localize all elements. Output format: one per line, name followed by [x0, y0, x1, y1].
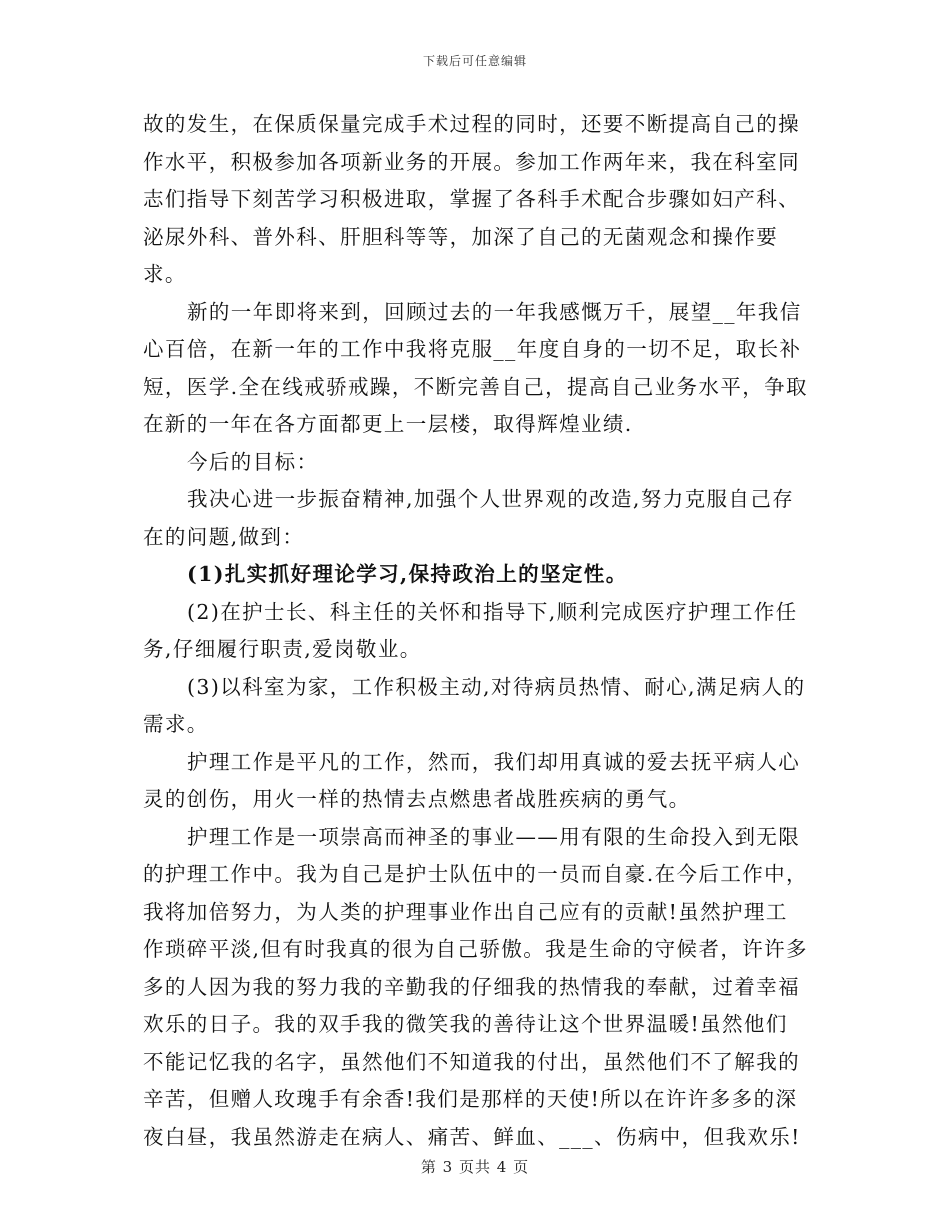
- list-item-1: (1)扎实抓好理论学习,保持政治上的坚定性。: [187, 562, 628, 586]
- document-body: [143, 106, 808, 1156]
- paragraph-resolution: 我决心进一步振奋精神,加强个人世界观的改造,努力克服自己存在的问题,做到：: [143, 487, 795, 549]
- paragraph-goals-heading: 今后的目标：: [187, 449, 319, 474]
- paragraph-continuation: 故的发生，在保质保量完成手术过程的同时，还要不断提高自己的操作水平，积极参加各项新业务的开展。参加工作两年来，我在科室同志们指导下刻苦学习积极进取，掌握了各科手术配合步骤如妇产科、泌尿外科、普外科、肝胆科等等，加深了自己的无菌观念和操作要求。: [143, 112, 800, 286]
- paragraph-nursing-ordinary: 护理工作是平凡的工作，然而，我们却用真诚的爱去抚平病人心灵的创伤，用火一样的热情去点燃患者战胜疾病的勇气。: [143, 749, 801, 811]
- page-footer: 第 3 页共 4 页: [420, 1158, 530, 1176]
- list-item-3: (3)以科室为家，工作积极主动,对待病员热情、耐心,满足病人的需求。: [143, 674, 806, 736]
- list-item-2: (2)在护士长、科主任的关怀和指导下,顺利完成医疗护理工作任务,仔细履行职责,爱岗敬业。: [143, 599, 798, 661]
- page-header: 下载后可任意编辑: [422, 54, 527, 68]
- paragraph-nursing-noble: 护理工作是一项崇高而神圣的事业——用有限的生命投入到无限的护理工作中。我为自己是护士队伍中的一员而自豪.在今后工作中，我将加倍努力，为人类的护理事业作出自己应有的贡献!虽然护理工作琐碎平淡,但有时我真的很为自己骄傲。我是生命的守候者，许许多多的人因为我的努力我的辛勤我的仔细我的热情我的奉献，过着幸福欢乐的日子。我的双手我的微笑我的善待让这个世界温暖!虽然他们不能记忆我的名字，虽然他们不知道我的付出，虽然他们不了解我的辛苦，但赠人玫瑰手有余香!我们是那样的天使!所以在许许多多的深夜白昼，我虽然游走在病人、痛苦、鲜血、___、伤病中，但我欢乐!: [143, 824, 808, 1149]
- paragraph-new-year: 新的一年即将来到，回顾过去的一年我感慨万千，展望__年我信心百倍，在新一年的工作中我将克服__年度自身的一切不足，取长补短，医学.全在线戒骄戒躁，不断完善自己，提高自己业务水平，争取在新的一年在各方面都更上一层楼，取得辉煌业绩.: [143, 299, 808, 436]
